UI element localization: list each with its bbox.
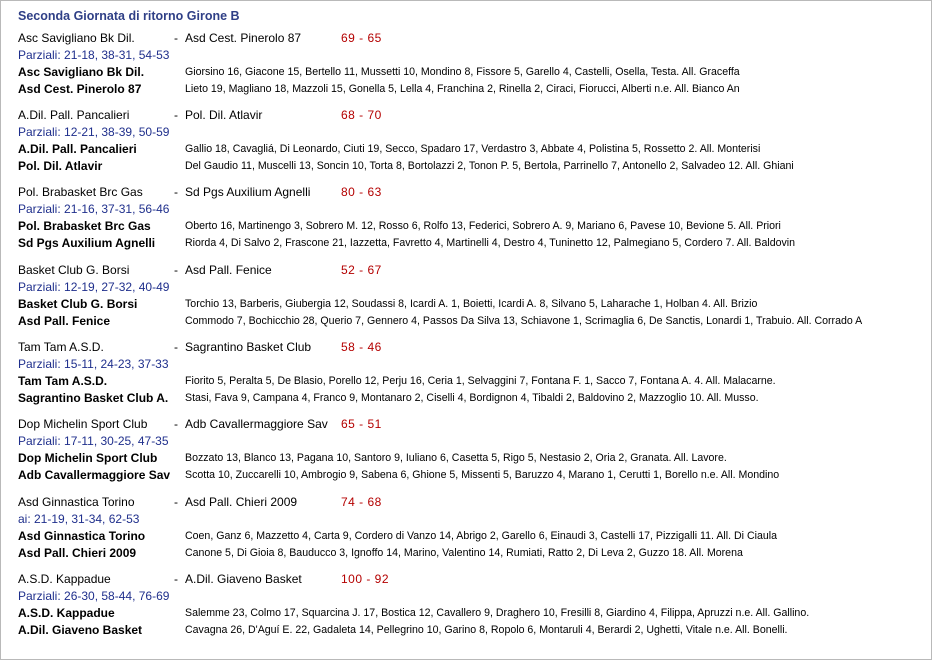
- versus-separator: -: [174, 185, 178, 199]
- away-team: Asd Pall. Chieri 2009: [185, 495, 298, 509]
- versus-separator: -: [174, 263, 178, 277]
- roster-players: Gallio 18, Cavagliá, Di Leonardo, Ciuti 19, Secco, Spadaro 17, Verdastro 3, Abbate 4, Polistina 5, Rossetto 2. All. Monterisi: [185, 143, 761, 155]
- partial-scores: Parziali: 12-19, 27-32, 40-49: [18, 280, 170, 294]
- versus-separator: -: [174, 108, 178, 122]
- roster-team-name: Asd Cest. Pinerolo 87: [18, 82, 142, 96]
- game-block: [18, 185, 923, 261]
- roster-players: Salemme 23, Colmo 17, Squarcina J. 17, Bostica 12, Cavallero 9, Draghero 10, Fresilli 8, Giardino 4, Filippa, Apruzzi n.e. All. Gallino.: [185, 607, 810, 619]
- game-block: [18, 263, 923, 339]
- game-block: [18, 108, 923, 184]
- roster-players: Bozzato 13, Blanco 13, Pagana 10, Santoro 9, Iuliano 6, Casetta 5, Rigo 5, Nestasio 2, Oria 2, Granata. All. Lavore.: [185, 452, 727, 464]
- home-team: Dop Michelin Sport Club: [18, 417, 148, 431]
- away-team: Pol. Dil. Atlavir: [185, 108, 263, 122]
- roster-team-name: A.Dil. Pall. Pancalieri: [18, 142, 137, 156]
- roster-team-name: A.Dil. Giaveno Basket: [18, 623, 143, 637]
- game-block: [18, 495, 923, 571]
- final-score: 58 - 46: [341, 340, 382, 354]
- roster-players: Oberto 16, Martinengo 3, Sobrero M. 12, Rosso 6, Rolfo 13, Federici, Sobrero A. 9, Mariano 6, Pavese 10, Bevione 5. All. Priori: [185, 220, 781, 232]
- roster-team-name: Asd Pall. Chieri 2009: [18, 546, 137, 560]
- roster-team-name: Pol. Dil. Atlavir: [18, 159, 103, 173]
- final-score: 74 - 68: [341, 495, 382, 509]
- roster-players: Del Gaudio 11, Muscelli 13, Soncin 10, Torta 8, Bortolazzi 2, Tonon P. 5, Bertola, Parrinello 7, Antonello 2, Salvadeo 12. All. Ghiani: [185, 160, 794, 172]
- roster-players: Giorsino 16, Giacone 15, Bertello 11, Mussetti 10, Mondino 8, Fissore 5, Garello 4, Castelli, Osella, Testa. All. Graceffa: [185, 66, 740, 78]
- partial-scores: Parziali: 26-30, 58-44, 76-69: [18, 589, 170, 603]
- final-score: 68 - 70: [341, 108, 382, 122]
- final-score: 52 - 67: [341, 263, 382, 277]
- partial-scores: Parziali: 21-18, 38-31, 54-53: [18, 48, 170, 62]
- roster-players: Lieto 19, Magliano 18, Mazzoli 15, Gonella 5, Lella 4, Franchina 2, Rinella 2, Ciraci, Fiorucci, Alberti n.e. All. Bianco An: [185, 83, 740, 95]
- game-block: [18, 340, 923, 416]
- partial-scores: Parziali: 17-11, 30-25, 47-35: [18, 434, 169, 448]
- versus-separator: -: [174, 495, 178, 509]
- away-team: Asd Pall. Fenice: [185, 263, 272, 277]
- roster-team-name: Asd Ginnastica Torino: [18, 529, 146, 543]
- roster-team-name: Sagrantino Basket Club A.: [18, 391, 169, 405]
- away-team: Adb Cavallermaggiore Sav: [185, 417, 328, 431]
- roster-players: Scotta 10, Zuccarelli 10, Ambrogio 9, Sabena 6, Ghione 5, Missenti 5, Baruzzo 4, Marano 1, Cerutti 1, Borello n.e. All. Mondino: [185, 469, 780, 481]
- roster-team-name: Adb Cavallermaggiore Sav: [18, 468, 171, 482]
- home-team: Asc Savigliano Bk Dil.: [18, 31, 135, 45]
- partial-scores: ai: 21-19, 31-34, 62-53: [18, 512, 140, 526]
- home-team: A.S.D. Kappadue: [18, 572, 111, 586]
- roster-team-name: Asd Pall. Fenice: [18, 314, 111, 328]
- partial-scores: Parziali: 15-11, 24-23, 37-33: [18, 357, 169, 371]
- game-block: [18, 417, 923, 493]
- roster-team-name: Dop Michelin Sport Club: [18, 451, 158, 465]
- partial-scores: Parziali: 12-21, 38-39, 50-59: [18, 125, 170, 139]
- roster-players: Coen, Ganz 6, Mazzetto 4, Carta 9, Cordero di Vanzo 14, Abrigo 2, Garello 6, Einaudi 3, Castelli 17, Pizzigalli 11. All. Di Ciaula: [185, 530, 777, 542]
- roster-team-name: Sd Pgs Auxilium Agnelli: [18, 236, 156, 250]
- roster-team-name: Asc Savigliano Bk Dil.: [18, 65, 145, 79]
- roster-players: Riorda 4, Di Salvo 2, Frascone 21, Iazzetta, Favretto 4, Martinelli 4, Destro 4, Tuninetto 12, Palmegiano 5, Cordero 7. All. Baldovin: [185, 237, 796, 249]
- game-block: [18, 31, 923, 107]
- final-score: 65 - 51: [341, 417, 382, 431]
- roster-team-name: Pol. Brabasket Brc Gas: [18, 219, 151, 233]
- away-team: Sd Pgs Auxilium Agnelli: [185, 185, 311, 199]
- page-title: Seconda Giornata di ritorno Girone B: [18, 9, 240, 23]
- roster-players: Fiorito 5, Peralta 5, De Blasio, Porello 12, Perju 16, Ceria 1, Selvaggini 7, Fontana F. 1, Sacco 7, Fontana A. 4. All. Malacarne.: [185, 375, 776, 387]
- versus-separator: -: [174, 31, 178, 45]
- roster-players: Commodo 7, Bochicchio 28, Querio 7, Gennero 4, Passos Da Silva 13, Schiavone 1, Scrimaglia 6, De Sanctis, Lonardi 1, Trabuio. All. Corrado A: [185, 315, 863, 327]
- partial-scores: Parziali: 21-16, 37-31, 56-46: [18, 202, 170, 216]
- final-score: 69 - 65: [341, 31, 382, 45]
- home-team: Basket Club G. Borsi: [18, 263, 130, 277]
- away-team: Asd Cest. Pinerolo 87: [185, 31, 302, 45]
- away-team: Sagrantino Basket Club: [185, 340, 312, 354]
- versus-separator: -: [174, 340, 178, 354]
- roster-players: Stasi, Fava 9, Campana 4, Franco 9, Montanaro 2, Ciselli 4, Bordignon 4, Tibaldi 2, Baldovino 2, Mazzoglio 10. All. Musso.: [185, 392, 759, 404]
- home-team: Asd Ginnastica Torino: [18, 495, 135, 509]
- away-team: A.Dil. Giaveno Basket: [185, 572, 302, 586]
- roster-team-name: A.S.D. Kappadue: [18, 606, 115, 620]
- roster-players: Cavagna 26, D'Aguí E. 22, Gadaleta 14, Pellegrino 10, Garino 8, Ropolo 6, Montaruli 4, Berardi 2, Ughetti, Vitale n.e. All. Bonelli.: [185, 624, 788, 636]
- home-team: A.Dil. Pall. Pancalieri: [18, 108, 130, 122]
- final-score: 100 - 92: [341, 572, 390, 586]
- final-score: 80 - 63: [341, 185, 382, 199]
- roster-team-name: Tam Tam A.S.D.: [18, 374, 108, 388]
- home-team: Tam Tam A.S.D.: [18, 340, 104, 354]
- roster-team-name: Basket Club G. Borsi: [18, 297, 138, 311]
- home-team: Pol. Brabasket Brc Gas: [18, 185, 143, 199]
- versus-separator: -: [174, 572, 178, 586]
- versus-separator: -: [174, 417, 178, 431]
- roster-players: Canone 5, Di Gioia 8, Bauducco 3, Ignoffo 14, Marino, Valentino 14, Rumiati, Ratto 2, Di Leva 2, Guzzo 18. All. Morena: [185, 547, 743, 559]
- roster-players: Torchio 13, Barberis, Giubergia 12, Soudassi 8, Icardi A. 1, Boietti, Icardi A. 8, Silvano 5, Laharache 1, Holban 4. All. Brizio: [185, 298, 758, 310]
- game-block: [18, 572, 923, 648]
